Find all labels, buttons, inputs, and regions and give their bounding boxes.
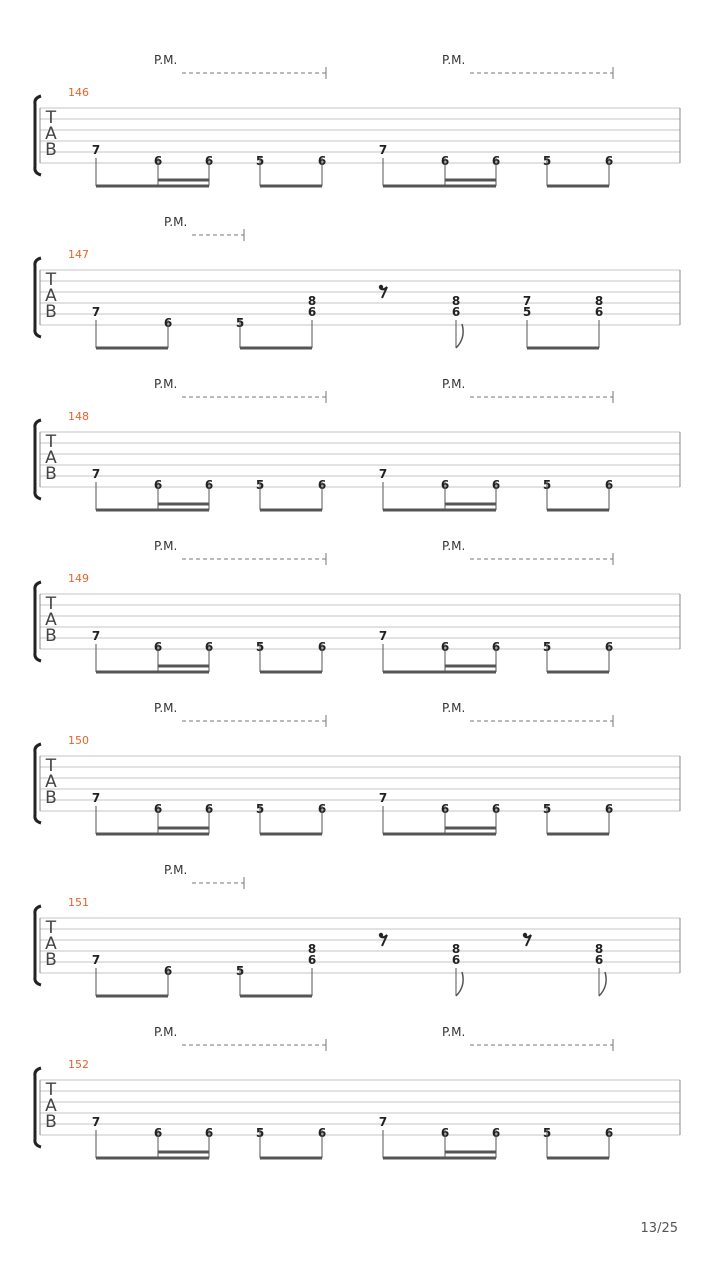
fret-number: 7 (378, 143, 388, 157)
fret-number: 6 (451, 305, 461, 319)
fret-number: 6 (491, 478, 501, 492)
fret-number: 7 (91, 1115, 101, 1129)
tab-clef-letter: A (45, 934, 57, 954)
tab-clef-letter: A (45, 448, 57, 468)
fret-number: 7 (91, 629, 101, 643)
palm-mute-label: P.M. (442, 701, 466, 715)
fret-number: 6 (491, 1126, 501, 1140)
eighth-rest-dot (523, 933, 527, 937)
measure-number: 149 (68, 572, 89, 585)
palm-mute-label: P.M. (154, 1025, 178, 1039)
tab-system (35, 701, 680, 834)
fret-number: 7 (91, 791, 101, 805)
fret-number: 7 (91, 305, 101, 319)
fret-number: 6 (204, 1126, 214, 1140)
tab-clef-letter: B (45, 626, 57, 646)
fret-number: 8 (451, 294, 461, 308)
fret-number: 6 (153, 478, 163, 492)
fret-number: 5 (542, 802, 552, 816)
tab-clef-letter: A (45, 124, 57, 144)
fret-number: 6 (317, 1126, 327, 1140)
fret-number: 5 (255, 1126, 265, 1140)
tab-clef-letter: B (45, 464, 57, 484)
fret-number: 6 (440, 802, 450, 816)
fret-number: 7 (378, 1115, 388, 1129)
measure-number: 146 (68, 86, 89, 99)
tab-clef-letter: B (45, 950, 57, 970)
fret-number: 6 (317, 478, 327, 492)
tab-clef-letter: T (45, 108, 57, 128)
note-flag (599, 972, 606, 996)
fret-number: 7 (91, 953, 101, 967)
fret-number: 5 (235, 964, 245, 978)
fret-number: 6 (491, 802, 501, 816)
tab-clef-letter: A (45, 1096, 57, 1116)
fret-number: 6 (153, 154, 163, 168)
tab-clef-letter: T (45, 594, 57, 614)
fret-number: 6 (163, 316, 173, 330)
tab-system (35, 53, 680, 186)
tab-clef-letter: B (45, 302, 57, 322)
measure-number: 152 (68, 1058, 89, 1071)
measure-number: 148 (68, 410, 89, 423)
fret-number: 7 (378, 791, 388, 805)
fret-number: 5 (542, 640, 552, 654)
palm-mute-label: P.M. (154, 53, 178, 67)
fret-number: 6 (440, 640, 450, 654)
palm-mute-label: P.M. (154, 539, 178, 553)
palm-mute-label: P.M. (442, 53, 466, 67)
fret-number: 6 (317, 802, 327, 816)
tab-system (35, 377, 680, 510)
tab-system (35, 863, 680, 996)
tab-clef-letter: A (45, 286, 57, 306)
palm-mute-label: P.M. (154, 701, 178, 715)
fret-number: 6 (204, 154, 214, 168)
fret-number: 8 (594, 294, 604, 308)
fret-number: 6 (153, 640, 163, 654)
tab-clef-letter: B (45, 1112, 57, 1132)
fret-number: 6 (491, 154, 501, 168)
eighth-rest-dot (379, 285, 383, 289)
tab-clef-letter: T (45, 270, 57, 290)
fret-number: 6 (307, 953, 317, 967)
tab-clef-letter: A (45, 610, 57, 630)
fret-number: 6 (204, 802, 214, 816)
fret-number: 6 (317, 640, 327, 654)
fret-number: 5 (542, 154, 552, 168)
fret-number: 6 (307, 305, 317, 319)
fret-number: 6 (451, 953, 461, 967)
eighth-rest-dot (379, 933, 383, 937)
fret-number: 5 (255, 478, 265, 492)
fret-number: 6 (604, 154, 614, 168)
tab-clef-letter: T (45, 432, 57, 452)
tab-clef-letter: A (45, 772, 57, 792)
note-flag (456, 972, 463, 996)
fret-number: 8 (594, 942, 604, 956)
fret-number: 6 (604, 802, 614, 816)
tab-system (35, 215, 680, 348)
fret-number: 7 (91, 467, 101, 481)
fret-number: 5 (522, 305, 532, 319)
tab-clef-letter: B (45, 140, 57, 160)
tab-clef-letter: B (45, 788, 57, 808)
fret-number: 8 (307, 294, 317, 308)
fret-number: 6 (604, 478, 614, 492)
fret-number: 5 (255, 802, 265, 816)
fret-number: 8 (451, 942, 461, 956)
tab-clef-letter: T (45, 1080, 57, 1100)
fret-number: 6 (153, 1126, 163, 1140)
palm-mute-label: P.M. (442, 539, 466, 553)
note-flag (456, 324, 463, 348)
palm-mute-label: P.M. (164, 863, 188, 877)
fret-number: 5 (255, 640, 265, 654)
fret-number: 6 (440, 478, 450, 492)
palm-mute-label: P.M. (442, 377, 466, 391)
fret-number: 5 (255, 154, 265, 168)
page-number: 13/25 (640, 1221, 678, 1236)
tab-system (35, 539, 680, 672)
fret-number: 6 (163, 964, 173, 978)
fret-number: 6 (594, 953, 604, 967)
fret-number: 7 (378, 629, 388, 643)
tab-clef-letter: T (45, 918, 57, 938)
fret-number: 7 (91, 143, 101, 157)
fret-number: 7 (522, 294, 532, 308)
fret-number: 6 (491, 640, 501, 654)
fret-number: 7 (378, 467, 388, 481)
fret-number: 6 (594, 305, 604, 319)
fret-number: 6 (153, 802, 163, 816)
fret-number: 6 (440, 1126, 450, 1140)
fret-number: 6 (204, 640, 214, 654)
fret-number: 5 (542, 478, 552, 492)
fret-number: 5 (542, 1126, 552, 1140)
palm-mute-label: P.M. (442, 1025, 466, 1039)
palm-mute-label: P.M. (164, 215, 188, 229)
measure-number: 151 (68, 896, 89, 909)
fret-number: 5 (235, 316, 245, 330)
fret-number: 6 (317, 154, 327, 168)
tab-system (35, 1025, 680, 1158)
measure-number: 147 (68, 248, 89, 261)
palm-mute-label: P.M. (154, 377, 178, 391)
fret-number: 6 (440, 154, 450, 168)
fret-number: 8 (307, 942, 317, 956)
fret-number: 6 (604, 1126, 614, 1140)
fret-number: 6 (604, 640, 614, 654)
tab-clef-letter: T (45, 756, 57, 776)
fret-number: 6 (204, 478, 214, 492)
measure-number: 150 (68, 734, 89, 747)
